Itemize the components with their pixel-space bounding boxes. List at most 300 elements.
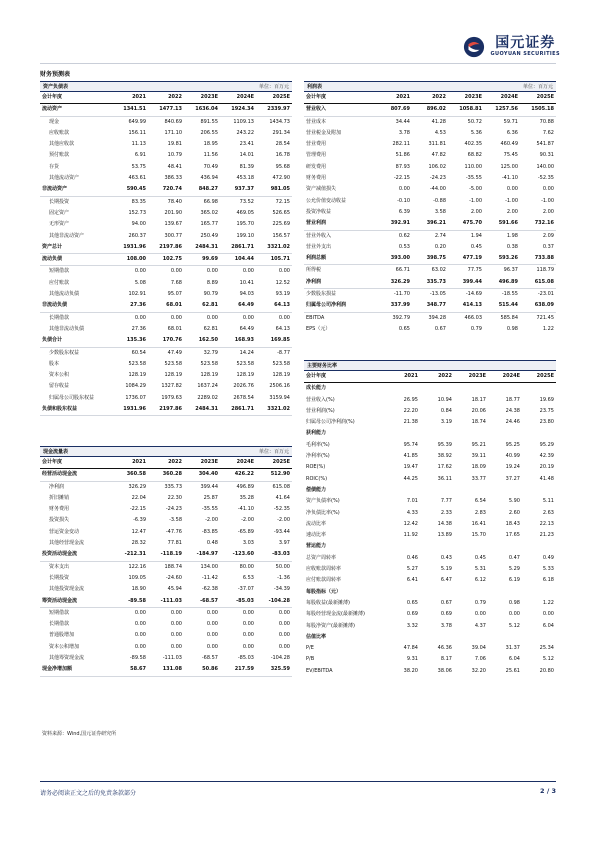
value-cell bbox=[454, 541, 488, 552]
value-cell: -111.03 bbox=[162, 655, 182, 662]
value-cell: 891.55 bbox=[200, 118, 218, 125]
table-row bbox=[40, 561, 292, 573]
value-cell: 1341.51 bbox=[112, 104, 148, 116]
table-row bbox=[304, 621, 556, 632]
value-cell bbox=[386, 541, 420, 552]
table-row bbox=[304, 242, 556, 253]
value-cell: 9.31 bbox=[406, 656, 418, 663]
value-cell: 156.57 bbox=[272, 232, 290, 239]
table-row bbox=[40, 527, 292, 538]
year-header-cell: 2022 bbox=[420, 371, 454, 383]
value-cell: 39.11 bbox=[471, 453, 486, 460]
table-row bbox=[40, 642, 292, 653]
value-cell bbox=[522, 541, 556, 552]
value-cell: 335.73 bbox=[164, 483, 182, 490]
value-cell: 17.62 bbox=[437, 464, 452, 471]
value-cell: 3159.94 bbox=[269, 394, 290, 401]
row-label: 每股经营现金流(最新摊薄) bbox=[306, 611, 365, 618]
value-cell: 18.90 bbox=[131, 586, 146, 593]
table-row bbox=[40, 335, 292, 347]
value-cell: 17.65 bbox=[505, 532, 520, 539]
value-cell: -44.00 bbox=[429, 186, 446, 193]
value-cell: -93.44 bbox=[273, 528, 290, 535]
year-header-cell: 2025E bbox=[522, 371, 556, 383]
value-cell: 1979.63 bbox=[161, 394, 182, 401]
table-row bbox=[304, 451, 556, 462]
value-cell: 0.65 bbox=[398, 325, 410, 332]
value-cell: 0.45 bbox=[474, 554, 486, 561]
value-cell bbox=[522, 632, 556, 643]
value-cell: 109.05 bbox=[128, 574, 146, 581]
table-row bbox=[304, 643, 556, 654]
table-row bbox=[40, 208, 292, 219]
value-cell: 2484.31 bbox=[184, 404, 220, 416]
row-label: 其他流动资产 bbox=[49, 175, 80, 182]
value-cell: 6.39 bbox=[398, 208, 410, 215]
value-cell: 5.29 bbox=[508, 566, 520, 573]
row-label: 公允价值变动收益 bbox=[306, 197, 347, 204]
row-label: 营业成本 bbox=[306, 118, 327, 125]
value-cell: 2.74 bbox=[434, 232, 446, 239]
financial-ratios-panel bbox=[304, 360, 556, 677]
row-label: 其他筹资现金流 bbox=[49, 655, 85, 662]
value-cell: 87.93 bbox=[395, 163, 410, 170]
value-cell: -89.58 bbox=[129, 655, 146, 662]
value-cell: 68.82 bbox=[467, 152, 482, 159]
value-cell: 392.79 bbox=[392, 314, 410, 321]
value-cell: 122.16 bbox=[128, 563, 146, 570]
value-cell: 523.58 bbox=[200, 360, 218, 367]
row-label: 净利率(%) bbox=[306, 453, 330, 460]
table-row bbox=[304, 564, 556, 575]
value-cell: 38.20 bbox=[403, 667, 418, 674]
value-cell: 95.25 bbox=[505, 441, 520, 448]
value-cell bbox=[420, 428, 454, 439]
table-row bbox=[304, 139, 556, 150]
value-cell: 0.00 bbox=[134, 609, 146, 616]
row-label: 应收账款周转率 bbox=[306, 566, 342, 573]
value-cell: 46.36 bbox=[437, 645, 452, 652]
row-label: 短期借款 bbox=[49, 609, 70, 616]
value-cell: 0.00 bbox=[278, 609, 290, 616]
income-statement-panel bbox=[304, 81, 556, 335]
value-cell: 42.39 bbox=[539, 453, 554, 460]
value-cell: 0.84 bbox=[440, 407, 452, 414]
value-cell: 0.49 bbox=[542, 554, 554, 561]
row-label: 非流动资产 bbox=[40, 184, 112, 196]
value-cell: 3321.02 bbox=[256, 242, 292, 254]
value-cell: 386.33 bbox=[164, 175, 182, 182]
value-cell: 10.79 bbox=[167, 152, 182, 159]
value-cell: 453.18 bbox=[236, 175, 254, 182]
row-label: 长期借款 bbox=[49, 621, 70, 628]
value-cell: 169.85 bbox=[256, 335, 292, 347]
row-label: 筹资活动现金流 bbox=[40, 596, 112, 608]
value-cell: -47.76 bbox=[165, 528, 182, 535]
value-cell: 402.35 bbox=[464, 141, 482, 148]
value-cell: -65.89 bbox=[237, 528, 254, 535]
value-cell: 0.00 bbox=[278, 314, 290, 321]
value-cell: 7.62 bbox=[542, 129, 554, 136]
value-cell: 19.81 bbox=[167, 141, 182, 148]
value-cell: 1637.24 bbox=[197, 383, 218, 390]
value-cell: 392.91 bbox=[376, 218, 412, 230]
row-label: 现金 bbox=[49, 118, 60, 125]
value-cell: 50.72 bbox=[467, 118, 482, 125]
year-header-cell: 2023E bbox=[454, 371, 488, 383]
value-cell: 14.24 bbox=[239, 349, 254, 356]
value-cell: -24.60 bbox=[165, 574, 182, 581]
table-row bbox=[40, 381, 292, 392]
value-cell: 64.49 bbox=[220, 300, 256, 312]
value-cell: 469.05 bbox=[236, 209, 254, 216]
year-header-cell: 2022 bbox=[412, 92, 448, 104]
value-cell: 0.00 bbox=[398, 186, 410, 193]
year-header-cell: 2021 bbox=[376, 92, 412, 104]
row-label: 非流动负债 bbox=[40, 300, 112, 312]
value-cell: 217.59 bbox=[220, 664, 256, 676]
value-cell: 45.94 bbox=[167, 586, 182, 593]
value-cell: 165.77 bbox=[200, 221, 218, 228]
value-cell: 3.32 bbox=[406, 622, 418, 629]
row-label: EV/EBITDA bbox=[306, 667, 333, 674]
value-cell: 170.76 bbox=[148, 335, 184, 347]
row-label: 少数股东权益 bbox=[49, 349, 80, 356]
value-cell: 393.00 bbox=[376, 253, 412, 265]
value-cell: 0.00 bbox=[206, 621, 218, 628]
row-label: 营业费用 bbox=[306, 141, 327, 148]
value-cell: 2.00 bbox=[542, 208, 554, 215]
value-cell: 6.47 bbox=[440, 577, 452, 584]
row-label: 利润总额 bbox=[304, 253, 376, 265]
value-cell: 0.00 bbox=[134, 643, 146, 650]
value-cell: 11.56 bbox=[203, 152, 218, 159]
row-label: 其他投资现金流 bbox=[49, 586, 85, 593]
value-cell: 32.79 bbox=[203, 349, 218, 356]
value-cell: 6.19 bbox=[508, 577, 520, 584]
value-cell: 36.11 bbox=[437, 475, 452, 482]
year-header-cell: 2025E bbox=[256, 457, 292, 469]
header-cell: 会计年度 bbox=[40, 92, 112, 104]
value-cell bbox=[488, 632, 522, 643]
value-cell: 260.37 bbox=[128, 232, 146, 239]
value-cell: -5.00 bbox=[469, 186, 482, 193]
table-row bbox=[40, 481, 292, 493]
row-label: 净负债比率(%) bbox=[306, 509, 340, 516]
value-cell: -68.57 bbox=[201, 655, 218, 662]
value-cell: 585.84 bbox=[500, 314, 518, 321]
value-cell: 394.28 bbox=[428, 314, 446, 321]
table-row bbox=[40, 504, 292, 515]
value-cell: 0.46 bbox=[406, 554, 418, 561]
table-row bbox=[304, 289, 556, 301]
value-cell: 523.58 bbox=[164, 360, 182, 367]
value-cell: 106.02 bbox=[428, 163, 446, 170]
value-cell: 128.19 bbox=[272, 372, 290, 379]
value-cell: 0.00 bbox=[278, 621, 290, 628]
value-cell: 360.28 bbox=[148, 469, 184, 481]
table-header-row bbox=[304, 92, 556, 104]
value-cell: 18.09 bbox=[471, 464, 486, 471]
table-row bbox=[40, 324, 292, 335]
value-cell: -41.10 bbox=[501, 175, 518, 182]
row-label: 营业利润 bbox=[304, 218, 376, 230]
value-cell: 31.37 bbox=[505, 645, 520, 652]
value-cell: 225.69 bbox=[272, 221, 290, 228]
value-cell: 0.00 bbox=[170, 268, 182, 275]
page-number: 2 / 3 bbox=[540, 787, 556, 795]
value-cell: 168.93 bbox=[220, 335, 256, 347]
value-cell: -13.05 bbox=[429, 291, 446, 298]
footer-rule bbox=[40, 781, 556, 782]
header-rule bbox=[40, 63, 556, 64]
value-cell: 19.47 bbox=[403, 464, 418, 471]
value-cell: 22.13 bbox=[539, 520, 554, 527]
value-cell: 28.32 bbox=[131, 540, 146, 547]
table-header-row bbox=[40, 457, 292, 469]
value-cell: 325.59 bbox=[256, 664, 292, 676]
value-cell bbox=[386, 485, 420, 496]
value-cell: 981.05 bbox=[256, 184, 292, 196]
row-label: 短期借款 bbox=[49, 268, 70, 275]
value-cell: 81.39 bbox=[239, 163, 254, 170]
value-cell: 2.00 bbox=[506, 208, 518, 215]
value-cell: 5.12 bbox=[542, 656, 554, 663]
value-cell: 0.45 bbox=[470, 243, 482, 250]
value-cell: 466.03 bbox=[464, 314, 482, 321]
value-cell: -22.15 bbox=[393, 175, 410, 182]
value-cell: -1.00 bbox=[505, 197, 518, 204]
value-cell: 326.29 bbox=[128, 483, 146, 490]
row-label: 投资活动现金流 bbox=[40, 549, 112, 561]
row-label: 资本公积增加 bbox=[49, 643, 80, 650]
row-label: 投资损失 bbox=[49, 517, 70, 524]
value-cell: 47.82 bbox=[431, 152, 446, 159]
table-row bbox=[304, 541, 556, 552]
value-cell: -0.10 bbox=[397, 197, 410, 204]
value-cell: 0.00 bbox=[134, 314, 146, 321]
value-cell: 732.16 bbox=[520, 218, 556, 230]
value-cell: 53.75 bbox=[131, 163, 146, 170]
value-cell: 16.41 bbox=[471, 520, 486, 527]
value-cell: 83.35 bbox=[131, 198, 146, 205]
value-cell: 396.21 bbox=[412, 218, 448, 230]
value-cell: 593.26 bbox=[484, 253, 520, 265]
value-cell: 48.41 bbox=[167, 163, 182, 170]
value-cell: 0.38 bbox=[506, 243, 518, 250]
row-label: 速动比率 bbox=[306, 532, 327, 539]
table-row bbox=[40, 549, 292, 561]
income-panel-header bbox=[304, 81, 556, 92]
table-row bbox=[304, 162, 556, 173]
row-label: 净利润 bbox=[304, 277, 376, 289]
table-row bbox=[304, 553, 556, 564]
table-row bbox=[40, 162, 292, 173]
ratios-panel-header bbox=[304, 360, 556, 371]
value-cell: 0.48 bbox=[206, 540, 218, 547]
table-row bbox=[304, 428, 556, 439]
row-label: 资本支出 bbox=[49, 563, 70, 570]
balance-sheet-panel bbox=[40, 81, 292, 416]
row-label: 资产负债率(%) bbox=[306, 498, 340, 505]
table-row bbox=[40, 254, 292, 266]
row-label: 预付账款 bbox=[49, 152, 70, 159]
value-cell: -1.36 bbox=[277, 574, 290, 581]
value-cell: -123.60 bbox=[220, 549, 256, 561]
balance-unit: 单位：百万元 bbox=[258, 84, 289, 90]
value-cell: 2.60 bbox=[508, 509, 520, 516]
value-cell: 720.74 bbox=[148, 184, 184, 196]
value-cell: 44.25 bbox=[403, 475, 418, 482]
value-cell: -62.38 bbox=[201, 586, 218, 593]
row-label: 应付账款周转率 bbox=[306, 577, 342, 584]
value-cell: 5.31 bbox=[474, 566, 486, 573]
value-cell bbox=[386, 383, 420, 395]
value-cell: 14.38 bbox=[437, 520, 452, 527]
value-cell: 3.78 bbox=[440, 622, 452, 629]
cashflow-title: 现金流量表 bbox=[43, 449, 69, 455]
value-cell: 47.84 bbox=[403, 645, 418, 652]
value-cell: -1.00 bbox=[541, 197, 554, 204]
table-row bbox=[304, 253, 556, 265]
value-cell: 18.17 bbox=[471, 396, 486, 403]
table-row bbox=[40, 653, 292, 664]
row-label: EBITDA bbox=[306, 314, 325, 321]
value-cell: -2.00 bbox=[277, 517, 290, 524]
table-row bbox=[304, 218, 556, 230]
value-cell: 3.78 bbox=[398, 129, 410, 136]
value-cell: 496.89 bbox=[484, 277, 520, 289]
value-cell: 250.49 bbox=[200, 232, 218, 239]
value-cell: -1.00 bbox=[469, 197, 482, 204]
value-cell: 70.88 bbox=[539, 118, 554, 125]
table-row bbox=[40, 404, 292, 416]
value-cell: 2197.86 bbox=[148, 242, 184, 254]
value-cell: 95.07 bbox=[167, 291, 182, 298]
value-cell: 70.49 bbox=[203, 163, 218, 170]
value-cell: 0.00 bbox=[242, 632, 254, 639]
value-cell: 18.43 bbox=[505, 520, 520, 527]
value-cell: 6.36 bbox=[506, 129, 518, 136]
value-cell: 8.89 bbox=[206, 279, 218, 286]
row-label: 应付账款 bbox=[49, 279, 70, 286]
value-cell: 50.00 bbox=[275, 563, 290, 570]
year-header-cell: 2024E bbox=[488, 371, 522, 383]
income-table bbox=[304, 92, 556, 335]
value-cell: 2.83 bbox=[474, 509, 486, 516]
value-cell: 6.04 bbox=[542, 622, 554, 629]
table-row bbox=[304, 440, 556, 451]
value-cell: -18.55 bbox=[501, 291, 518, 298]
table-row bbox=[40, 312, 292, 324]
value-cell: 2.09 bbox=[542, 232, 554, 239]
value-cell: 2506.16 bbox=[269, 383, 290, 390]
value-cell: 99.69 bbox=[184, 254, 220, 266]
value-cell: -11.70 bbox=[393, 291, 410, 298]
table-row bbox=[40, 469, 292, 481]
value-cell: 5.19 bbox=[440, 566, 452, 573]
value-cell: 1434.73 bbox=[269, 118, 290, 125]
value-cell: 0.00 bbox=[278, 643, 290, 650]
table-row bbox=[40, 596, 292, 608]
value-cell: 20.19 bbox=[539, 464, 554, 471]
row-label: 股本 bbox=[49, 360, 60, 367]
value-cell: 131.08 bbox=[148, 664, 184, 676]
value-cell bbox=[488, 587, 522, 598]
value-cell: 12.52 bbox=[275, 279, 290, 286]
row-label: 长期投资 bbox=[49, 574, 70, 581]
value-cell: 7.68 bbox=[170, 279, 182, 286]
value-cell: 206.55 bbox=[200, 129, 218, 136]
value-cell: 0.00 bbox=[170, 643, 182, 650]
value-cell: 0.67 bbox=[440, 599, 452, 606]
value-cell: -83.85 bbox=[201, 528, 218, 535]
value-cell: 0.00 bbox=[242, 609, 254, 616]
row-label: 所得税 bbox=[306, 267, 322, 274]
row-label: 每股净资产(最新摊薄) bbox=[306, 622, 355, 629]
row-label: 净利润 bbox=[49, 483, 65, 490]
table-row bbox=[304, 598, 556, 609]
value-cell: 50.86 bbox=[184, 664, 220, 676]
header-cell: 会计年度 bbox=[304, 92, 376, 104]
value-cell: 0.00 bbox=[134, 632, 146, 639]
row-label: 每股指标（元） bbox=[306, 588, 342, 595]
value-cell: 1931.96 bbox=[112, 242, 148, 254]
value-cell: 95.21 bbox=[471, 441, 486, 448]
value-cell: -85.03 bbox=[220, 596, 256, 608]
value-cell: 41.64 bbox=[275, 494, 290, 501]
value-cell: -35.55 bbox=[201, 506, 218, 513]
year-header-cell: 2021 bbox=[386, 371, 420, 383]
value-cell: 12.47 bbox=[131, 528, 146, 535]
balance-panel-header bbox=[40, 81, 292, 92]
value-cell: 1736.07 bbox=[125, 394, 146, 401]
value-cell: 28.54 bbox=[275, 141, 290, 148]
row-label: 营业外收入 bbox=[306, 232, 332, 239]
value-cell: 0.20 bbox=[434, 243, 446, 250]
year-header-cell: 2021 bbox=[112, 92, 148, 104]
table-row bbox=[304, 128, 556, 139]
value-cell: 1505.18 bbox=[520, 104, 556, 116]
value-cell: 20.80 bbox=[539, 667, 554, 674]
value-cell: 18.74 bbox=[471, 419, 486, 426]
value-cell: 47.49 bbox=[167, 349, 182, 356]
value-cell: 22.04 bbox=[131, 494, 146, 501]
row-label: 成长能力 bbox=[306, 385, 327, 392]
year-header-cell: 2021 bbox=[112, 457, 148, 469]
table-row bbox=[40, 184, 292, 196]
value-cell: 15.70 bbox=[471, 532, 486, 539]
row-label: 应收账款 bbox=[49, 129, 70, 136]
value-cell: 0.00 bbox=[134, 621, 146, 628]
table-row bbox=[304, 485, 556, 496]
value-cell: 16.78 bbox=[275, 152, 290, 159]
value-cell: 108.00 bbox=[112, 254, 148, 266]
value-cell: 34.44 bbox=[395, 118, 410, 125]
row-label: 折旧摊销 bbox=[49, 494, 70, 501]
value-cell: 51.86 bbox=[395, 152, 410, 159]
row-label: 其他非流动资产 bbox=[49, 232, 85, 239]
value-cell: 348.77 bbox=[412, 300, 448, 312]
row-label: P/E bbox=[306, 645, 314, 652]
value-cell: 64.13 bbox=[275, 325, 290, 332]
value-cell: 25.61 bbox=[505, 667, 520, 674]
value-cell: 0.79 bbox=[470, 325, 482, 332]
value-cell: 2484.31 bbox=[184, 242, 220, 254]
value-cell: 840.69 bbox=[164, 118, 182, 125]
value-cell: 848.27 bbox=[184, 184, 220, 196]
table-row bbox=[40, 278, 292, 289]
